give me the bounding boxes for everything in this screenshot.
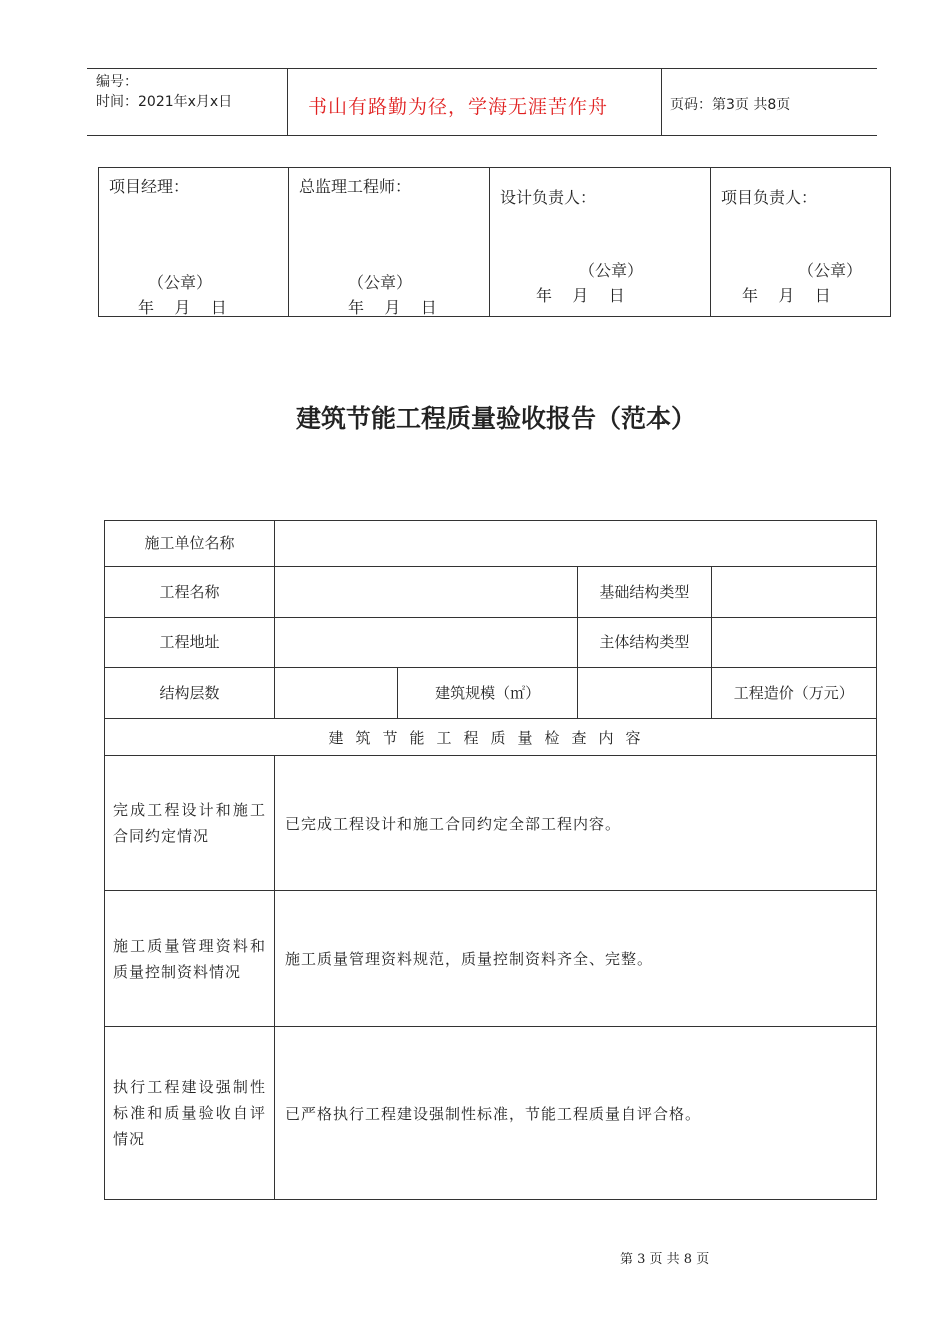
building-scale-label: 建筑规模（㎡） <box>397 668 577 719</box>
building-scale-value <box>578 668 711 719</box>
sig-seal-3: （公章） <box>579 261 644 280</box>
structure-floors-value <box>275 668 398 719</box>
page-footer: 第 3 页 共 8 页 <box>620 1252 710 1267</box>
item-label-mandatory-standards: 执行工程建设强制性标准和质量验收自评情况 <box>105 1027 275 1200</box>
project-name-label: 工程名称 <box>105 567 275 618</box>
sig-seal-4: （公章） <box>798 261 863 280</box>
sig-role-design-lead: 设计负责人： <box>500 188 597 207</box>
sig-divider-2 <box>489 168 490 317</box>
project-cost-label: 工程造价（万元） <box>711 668 876 719</box>
sig-seal-1: （公章） <box>148 273 213 292</box>
foundation-type-value <box>711 567 876 618</box>
sig-role-chief-supervisor: 总监理工程师： <box>299 177 412 196</box>
project-address-label: 工程地址 <box>105 618 275 668</box>
doc-time-label: 时间：2021年x月x日 <box>96 94 233 110</box>
item-content-mandatory-standards: 已严格执行工程建设强制性标准，节能工程质量自评合格。 <box>275 1027 877 1200</box>
page-number-label: 页码：第3页 共8页 <box>670 97 791 113</box>
item-content-quality-records: 施工质量管理资料规范，质量控制资料齐全、完整。 <box>275 891 877 1027</box>
acceptance-report-table <box>104 520 877 1200</box>
sig-date-1: 年 月 日 <box>138 298 227 317</box>
item-label-design-contract: 完成工程设计和施工合同约定情况 <box>105 756 275 891</box>
construction-unit-value <box>275 521 877 567</box>
header-bottom-rule <box>87 135 877 136</box>
section-header: 建筑节能工程质量检查内容 <box>105 719 877 756</box>
header-divider-left <box>287 68 288 136</box>
sig-date-3: 年 月 日 <box>536 286 625 305</box>
signature-table <box>98 167 891 317</box>
sig-divider-1 <box>288 168 289 317</box>
sig-seal-2: （公章） <box>348 273 413 292</box>
doc-number-label: 编号： <box>96 74 138 90</box>
item-content-design-contract: 已完成工程设计和施工合同约定全部工程内容。 <box>275 756 877 891</box>
main-structure-type-value <box>711 618 876 668</box>
table-row <box>105 567 877 618</box>
main-structure-type-label: 主体结构类型 <box>578 618 711 668</box>
table-row <box>105 521 877 567</box>
foundation-type-label: 基础结构类型 <box>578 567 711 618</box>
item-label-quality-records: 施工质量管理资料和质量控制资料情况 <box>105 891 275 1027</box>
sig-role-project-lead: 项目负责人： <box>721 188 818 207</box>
table-row <box>105 668 877 719</box>
table-row <box>105 719 877 756</box>
header-motto: 书山有路勤为径，学海无涯苦作舟 <box>308 96 609 118</box>
table-row <box>105 756 877 891</box>
project-name-value <box>275 567 578 618</box>
project-address-value <box>275 618 578 668</box>
header-divider-right <box>661 68 662 136</box>
sig-role-project-manager: 项目经理： <box>109 177 190 196</box>
table-row <box>105 618 877 668</box>
sig-date-2: 年 月 日 <box>348 298 437 317</box>
sig-divider-3 <box>710 168 711 317</box>
construction-unit-label: 施工单位名称 <box>105 521 275 567</box>
sig-date-4: 年 月 日 <box>742 286 831 305</box>
table-row <box>105 891 877 1027</box>
table-row <box>105 1027 877 1200</box>
header-top-rule <box>87 68 877 69</box>
structure-floors-label: 结构层数 <box>105 668 275 719</box>
report-title: 建筑节能工程质量验收报告（范本） <box>296 404 697 433</box>
